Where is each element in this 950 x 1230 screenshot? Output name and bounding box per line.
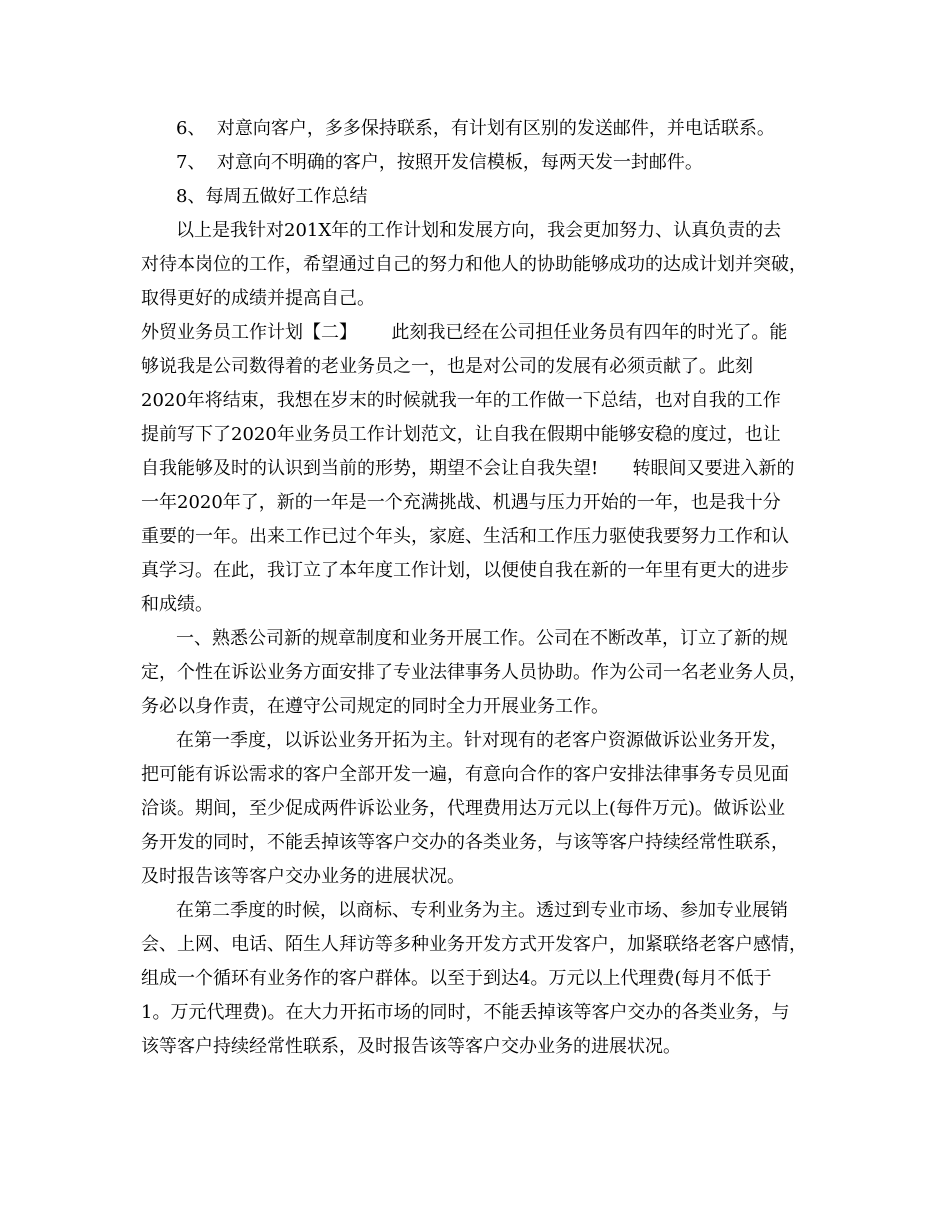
text-line: 务必以身作责，在遵守公司规定的同时全力开展业务工作。: [141, 696, 609, 717]
text-line: 把可能有诉讼需求的客户全部开发一遍，有意向合作的客户安排法律事务专员见面: [141, 764, 789, 785]
text-line: 6、 对意向客户，多多保持联系，有计划有区别的发送邮件，并电话联系。: [176, 118, 775, 139]
text-line: 洽谈。期间，至少促成两件诉讼业务，代理费用达万元以上(每件万元)。做诉讼业: [141, 798, 786, 819]
text-line: 组成一个循环有业务作的客户群体。以至于到达4。万元以上代理费(每月不低于: [141, 968, 772, 989]
text-line: 务开发的同时，不能丢掉该等客户交办的各类业务，与该等客户持续经常性联系，: [141, 832, 789, 853]
text-line: 自我能够及时的认识到当前的形势，期望不会让自我失望! 转眼间又要进入新的: [141, 458, 795, 479]
text-line: 在第二季度的时候，以商标、专利业务为主。透过到专业市场、参加专业展销: [176, 900, 788, 921]
text-line: 该等客户持续经常性联系，及时报告该等客户交办业务的进展状况。: [141, 1036, 681, 1057]
section-heading-line: 外贸业务员工作计划【二】 此刻我已经在公司担任业务员有四年的时光了。能: [141, 322, 788, 343]
text-line: 够说我是公司数得着的老业务员之一，也是对公司的发展有必须贡献了。此刻: [141, 356, 753, 377]
text-line: 提前写下了2020年业务员工作计划范文，让自我在假期中能够安稳的度过，也让: [141, 424, 781, 445]
text-line: 在第一季度，以诉讼业务开拓为主。针对现有的老客户资源做诉讼业务开发，: [176, 730, 788, 751]
text-line: 以上是我针对201X年的工作计划和发展方向，我会更加努力、认真负责的去: [176, 220, 782, 241]
text-line: 取得更好的成绩并提高自己。: [141, 288, 375, 309]
text-line: 8、每周五做好工作总结: [176, 186, 368, 207]
text-line: 定，个性在诉讼业务方面安排了专业法律事务人员协助。作为公司一名老业务人员，: [141, 662, 807, 683]
text-line: 重要的一年。出来工作已过个年头，家庭、生活和工作压力驱使我要努力工作和认: [141, 526, 789, 547]
text-line: 一、熟悉公司新的规章制度和业务开展工作。公司在不断改革，订立了新的规: [176, 628, 788, 649]
text-line: 和成绩。: [141, 594, 213, 615]
text-line: 7、 对意向不明确的客户，按照开发信模板，每两天发一封邮件。: [176, 152, 703, 173]
text-line: 2020年将结束，我想在岁末的时候就我一年的工作做一下总结，也对自我的工作: [141, 390, 781, 411]
text-line: 1。万元代理费)。在大力开拓市场的同时，不能丢掉该等客户交办的各类业务，与: [141, 1002, 790, 1023]
text-line: 会、上网、电话、陌生人拜访等多种业务开发方式开发客户，加紧联络老客户感情，: [141, 934, 807, 955]
text-line: 对待本岗位的工作，希望通过自己的努力和他人的协助能够成功的达成计划并突破，: [141, 254, 807, 275]
text-line: 一年2020年了，新的一年是一个充满挑战、机遇与压力开始的一年，也是我十分: [141, 492, 781, 513]
text-line: 真学习。在此，我订立了本年度工作计划，以便使自我在新的一年里有更大的进步: [141, 560, 789, 581]
text-line: 及时报告该等客户交办业务的进展状况。: [141, 866, 465, 887]
